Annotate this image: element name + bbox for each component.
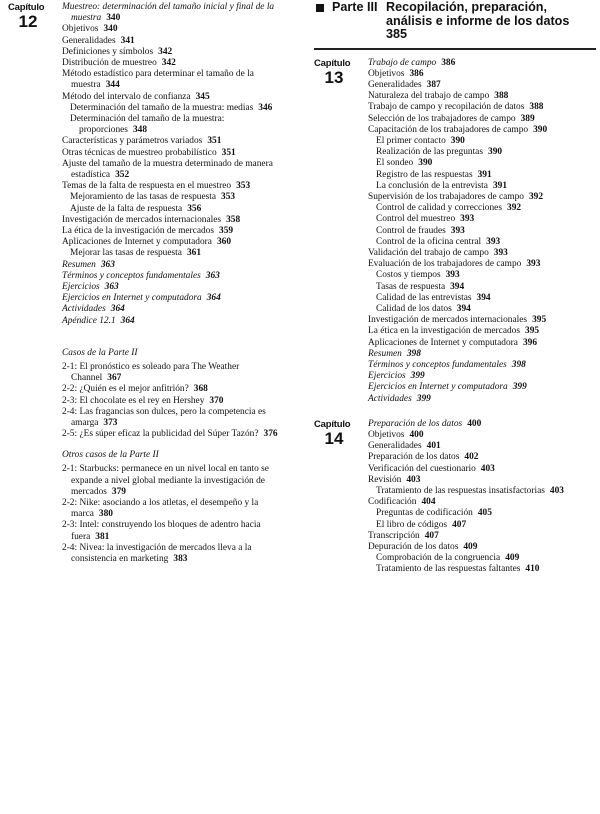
toc-entry	[70, 248, 290, 259]
page-number: 394	[450, 281, 465, 292]
cases-list	[62, 362, 290, 440]
chapter-13	[314, 58, 596, 405]
case-entry	[62, 429, 290, 440]
toc-entry-title: Tasas de respuesta	[376, 281, 446, 292]
toc-entry-title: Registro de las respuestas	[376, 169, 473, 180]
other-cases-heading: Otros casos de la Parte II	[62, 450, 159, 461]
page-number: 345	[195, 91, 210, 102]
right-column	[314, 0, 596, 576]
page-number: 368	[193, 384, 208, 395]
toc-entry	[368, 125, 596, 136]
part-label: Parte III	[332, 0, 378, 14]
case-entry	[62, 396, 290, 407]
page-number: 342	[161, 58, 176, 69]
toc-entry	[376, 304, 596, 315]
page-number: 390	[418, 158, 433, 169]
toc-entry	[70, 204, 290, 215]
page-number: 398	[511, 359, 526, 370]
toc-entry	[368, 338, 596, 349]
case-entry-title: 2-1: Starbucks: permanece en un nivel local en tanto se expande a nivel global mediante la investigación de mercados	[62, 464, 269, 497]
toc-entry	[62, 47, 290, 58]
toc-entry	[368, 542, 596, 553]
page-number: 361	[186, 248, 201, 259]
page-number: 359	[219, 226, 234, 237]
toc-entry	[62, 58, 290, 69]
toc-entry-title: Características y parámetros variados	[62, 136, 203, 147]
toc-entry	[376, 147, 596, 158]
toc-entry	[376, 520, 596, 531]
chapter-14-entries	[368, 419, 596, 576]
page-number: 394	[476, 292, 491, 303]
toc-entry	[368, 531, 596, 542]
toc-entry-title: Generalidades	[62, 35, 116, 46]
chapter-title-text: Preparación de los datos	[368, 418, 463, 429]
toc-entry-title: Términos y conceptos fundamentales	[62, 270, 201, 281]
chapter-title	[62, 2, 290, 24]
page-number: 340	[103, 24, 118, 35]
page-number: 386	[441, 57, 456, 68]
case-entry-title: 2-1: El pronóstico es soleado para The Weather Channel	[62, 361, 240, 384]
toc-entry	[368, 69, 596, 80]
toc-entry	[368, 430, 596, 441]
page-number: 340	[106, 13, 121, 24]
toc-entry-title: Aplicaciones de Internet y computadora	[368, 337, 518, 348]
page-number: 351	[207, 136, 222, 147]
toc-entry	[62, 148, 290, 159]
part-page: 385	[386, 27, 408, 41]
toc-entry	[376, 170, 596, 181]
case-entry	[62, 362, 290, 384]
chapter-word: Capítulo	[314, 418, 351, 430]
chapter-14	[314, 419, 596, 576]
chapter-12-heading	[8, 2, 60, 31]
page-number: 363	[205, 270, 220, 281]
page-number: 386	[409, 68, 424, 79]
chapter-title	[368, 419, 596, 430]
toc-entry	[62, 159, 290, 181]
chapter-12	[8, 2, 290, 327]
toc-entry	[376, 553, 596, 564]
toc-entry	[376, 237, 596, 248]
page-number: 410	[525, 564, 540, 575]
toc-entry-title: Generalidades	[368, 79, 422, 90]
toc-entry	[62, 316, 290, 327]
toc-entry	[368, 102, 596, 113]
toc-entry-title: Calidad de las entrevistas	[376, 292, 472, 303]
toc-entry	[376, 282, 596, 293]
page-number: 358	[226, 214, 241, 225]
chapter-title-text: Muestreo: determinación del tamaño inicial y final de la muestra	[62, 2, 275, 24]
toc-list	[62, 24, 290, 326]
toc-entry-title: Actividades	[368, 393, 412, 404]
toc-entry-title: Objetivos	[62, 24, 99, 35]
case-entry-title: 2-5: ¿Es súper eficaz la publicidad del Súper Tazón?	[62, 429, 259, 440]
toc-entry	[368, 248, 596, 259]
toc-entry-title: Control de la oficina central	[376, 236, 482, 247]
page-number: 367	[107, 373, 122, 384]
toc-entry-title: Ajuste de la falta de respuesta	[70, 203, 183, 214]
toc-entry-title: Preguntas de codificación	[376, 508, 473, 519]
toc-entry-title: Validación del trabajo de campo	[368, 247, 489, 258]
chapter-number: 14	[324, 428, 344, 448]
case-entry	[62, 498, 290, 520]
toc-entry-title: La ética de la investigación de mercados	[62, 226, 215, 237]
toc-entry	[62, 215, 290, 226]
toc-entry-title: Determinación del tamaño de la muestra: medias	[70, 102, 254, 113]
page-number: 353	[236, 181, 251, 192]
toc-entry	[62, 69, 290, 91]
toc-entry-title: Transcripción	[368, 530, 420, 541]
toc-entry-title: Mejoramiento de las tasas de respuesta	[70, 192, 217, 203]
page-number: 399	[410, 371, 425, 382]
toc-entry-title: Otras técnicas de muestreo probabilístico	[62, 147, 217, 158]
page-number: 394	[456, 303, 471, 314]
toc-entry	[70, 114, 290, 136]
toc-entry	[62, 181, 290, 192]
case-entry-title: 2-2: Nike: asociando a los atletas, el desempeño y la marca	[62, 497, 259, 520]
toc-entry	[376, 226, 596, 237]
page-number: 390	[533, 124, 548, 135]
toc-entry-title: Ejercicios en Internet y computadora	[62, 293, 202, 304]
toc-entry-title: Distribución de muestreo	[62, 58, 157, 69]
page-number: 370	[209, 395, 224, 406]
toc-entry	[376, 564, 596, 575]
page-number: 393	[445, 270, 460, 281]
toc-entry	[368, 315, 596, 326]
toc-entry	[62, 36, 290, 47]
page-number: 393	[450, 225, 465, 236]
toc-entry	[62, 226, 290, 237]
page-number: 380	[98, 509, 113, 520]
page-number: 395	[525, 326, 540, 337]
page-number: 356	[187, 203, 202, 214]
page-number: 398	[406, 348, 421, 359]
page-number: 402	[464, 452, 479, 463]
toc-entry-title: Depuración de los datos	[368, 542, 459, 553]
case-entry	[62, 464, 290, 498]
page-number: 360	[216, 237, 232, 248]
page-number: 409	[463, 542, 478, 553]
page-number: 403	[406, 474, 421, 485]
chapter-title-text: Trabajo de campo	[368, 57, 437, 68]
toc-entry-title: El primer contacto	[376, 135, 446, 146]
page-number: 407	[424, 530, 439, 541]
toc-entry-title: Verificación del cuestionario	[368, 463, 476, 474]
page-number: 344	[105, 80, 120, 91]
page-number: 391	[477, 169, 492, 180]
page-number: 403	[480, 463, 495, 474]
left-column	[8, 0, 290, 565]
chapter-13-entries	[368, 58, 596, 405]
toc-entry-title: Temas de la falta de respuesta en el muestreo	[62, 181, 232, 192]
toc-entry	[62, 304, 290, 315]
chapter-14-heading	[314, 419, 366, 448]
toc-entry-title: Aplicaciones de Internet y computadora	[62, 237, 212, 248]
toc-entry-title: Definiciones y símbolos	[62, 46, 154, 57]
page-number: 381	[95, 531, 110, 542]
toc-entry-title: Tratamiento de las respuestas faltantes	[376, 564, 521, 575]
page-number: 373	[103, 417, 118, 428]
other-cases-list	[62, 464, 290, 565]
page-number: 392	[528, 191, 544, 202]
toc-entry-title: Determinación del tamaño de la muestra: proporciones	[70, 114, 225, 136]
page-number: 400	[467, 418, 482, 429]
toc-entry	[62, 24, 290, 35]
toc-entry	[376, 203, 596, 214]
toc-entry	[62, 136, 290, 147]
page-number: 393	[486, 236, 501, 247]
chapter-13-heading	[314, 58, 366, 87]
toc-entry	[62, 260, 290, 271]
chapter-number: 12	[18, 12, 38, 31]
case-entry-title: 2-2: ¿Quién es el mejor anfitrión?	[62, 384, 189, 395]
chapter-12-entries	[62, 2, 290, 327]
page-number: 363	[100, 259, 115, 270]
page-number: 346	[258, 102, 273, 113]
page-number: 405	[477, 508, 492, 519]
toc-entry	[62, 237, 290, 248]
toc-entry	[368, 192, 596, 203]
divider	[314, 48, 596, 50]
toc-entry-title: Ejercicios	[62, 282, 100, 293]
page-number: 389	[520, 113, 535, 124]
toc-entry-title: Trabajo de campo y recopilación de datos	[368, 102, 525, 113]
toc-entry-title: Mejorar las tasas de respuesta	[70, 248, 182, 259]
toc-entry-title: Realización de las preguntas	[376, 147, 483, 158]
page-number: 353	[221, 192, 236, 203]
page-number: 388	[494, 91, 509, 102]
toc-entry	[368, 360, 596, 371]
toc-entry-title: Método del intervalo de confianza	[62, 91, 191, 102]
page-number: 391	[492, 180, 507, 191]
chapter-title	[368, 58, 596, 69]
toc-entry	[368, 464, 596, 475]
toc-entry-title: Tratamiento de las respuestas insatisfactorias	[376, 486, 545, 497]
toc-entry	[62, 271, 290, 282]
page-number: 390	[488, 147, 503, 158]
toc-entry-title: Objetivos	[368, 430, 405, 440]
toc-entry-title: El libro de códigos	[376, 519, 448, 530]
toc-entry-title: Investigación de mercados internacionales	[368, 315, 528, 326]
toc-entry	[376, 270, 596, 281]
toc-entry-title: Resumen	[368, 348, 402, 359]
case-entry	[62, 520, 290, 542]
part-title: Recopilación, preparación, análisis e informe de los datos	[386, 0, 570, 28]
toc-entry-title: Control de fraudes	[376, 225, 446, 236]
part-3-heading	[314, 1, 596, 42]
page-number: 364	[206, 293, 221, 304]
page-number: 376	[263, 429, 278, 440]
page-number: 407	[452, 519, 467, 530]
toc-entry	[368, 475, 596, 486]
toc-entry-title: Objetivos	[368, 68, 405, 79]
toc-entry	[368, 349, 596, 360]
case-entry-title: 2-4: Nivea: la investigación de mercados lleva a la consistencia en marketing	[62, 542, 252, 564]
page-number: 363	[104, 282, 119, 293]
page-number: 396	[522, 337, 538, 348]
page-number: 379	[111, 486, 126, 497]
part-2-cases	[62, 347, 290, 565]
toc-entry-title: Revisión	[368, 474, 402, 485]
cases-heading: Casos de la Parte II	[62, 347, 138, 358]
toc-entry-title: Supervisión de los trabajadores de campo	[368, 191, 524, 202]
toc-entry	[368, 497, 596, 508]
chapter-number: 13	[324, 67, 344, 87]
toc-entry	[368, 371, 596, 382]
toc-list	[368, 69, 596, 405]
toc-entry-title: Selección de los trabajadores de campo	[368, 113, 516, 124]
page-number: 393	[493, 247, 508, 258]
toc-entry-title: Ejercicios	[368, 371, 406, 382]
toc-entry	[368, 91, 596, 102]
toc-entry	[368, 114, 596, 125]
case-entry-title: 2-4: Las fragancias son dulces, pero la competencia es amarga	[62, 406, 266, 428]
toc-entry	[62, 92, 290, 103]
toc-entry-title: Costos y tiempos	[376, 270, 441, 281]
toc-entry-title: Investigación de mercados internacionales	[62, 214, 222, 225]
toc-entry	[70, 103, 290, 114]
page-number: 399	[512, 382, 527, 393]
toc-entry-title: Actividades	[62, 304, 106, 315]
toc-entry	[70, 192, 290, 203]
toc-entry-title: Términos y conceptos fundamentales	[368, 359, 507, 370]
case-entry-title: 2-3: El chocolate es el rey en Hershey	[62, 395, 205, 406]
toc-entry-title: La ética en la investigación de mercados	[368, 326, 521, 337]
page-number: 364	[120, 315, 135, 326]
toc-entry	[376, 293, 596, 304]
toc-entry-title: Evaluación de los trabajadores de campo	[368, 259, 522, 270]
toc-entry	[376, 158, 596, 169]
page-number: 393	[460, 214, 475, 225]
toc-entry-title: Generalidades	[368, 441, 422, 452]
toc-entry	[62, 293, 290, 304]
toc-entry-title: Naturaleza del trabajo de campo	[368, 91, 490, 102]
case-entry	[62, 407, 290, 429]
page-number: 388	[529, 102, 544, 113]
toc-entry	[376, 486, 596, 497]
page-number: 364	[110, 304, 125, 315]
toc-entry-title: Comprobación de la congruencia	[376, 553, 501, 564]
toc-entry-title: Apéndice 12.1	[62, 315, 116, 326]
page-number: 351	[221, 147, 236, 158]
page-number: 342	[158, 46, 173, 57]
toc-entry-title: Resumen	[62, 259, 96, 270]
page-number: 392	[507, 203, 522, 214]
toc-entry	[368, 382, 596, 393]
toc-entry-title: Preparación de los datos	[368, 452, 460, 463]
part-title-block	[386, 1, 596, 42]
bullet-square-icon	[316, 4, 324, 12]
page-number: 395	[532, 315, 547, 326]
page-number: 348	[132, 125, 148, 136]
toc-entry	[376, 136, 596, 147]
page-number: 387	[426, 79, 441, 90]
toc-entry-title: Calidad de los datos	[376, 303, 452, 314]
toc-entry	[368, 80, 596, 91]
toc-list	[368, 430, 596, 576]
toc-entry	[62, 282, 290, 293]
toc-entry	[376, 214, 596, 225]
case-entry	[62, 384, 290, 395]
case-entry	[62, 543, 290, 565]
toc-entry-title: El sondeo	[376, 158, 414, 169]
toc-entry	[368, 326, 596, 337]
page-number: 409	[505, 553, 520, 564]
page-number: 341	[120, 35, 135, 46]
toc-entry-title: Control de calidad y correcciones	[376, 203, 502, 214]
page-number: 404	[421, 497, 436, 508]
toc-entry	[368, 394, 596, 405]
toc-entry-title: Codificación	[368, 497, 417, 508]
toc-entry-title: Método estadístico para determinar el tamaño de la muestra	[62, 69, 254, 91]
toc-entry	[368, 259, 596, 270]
page-number: 400	[409, 430, 424, 440]
page-number: 383	[173, 553, 188, 564]
chapter-word: Capítulo	[8, 2, 45, 13]
toc-entry	[368, 452, 596, 463]
page-number: 403	[549, 486, 564, 497]
toc-entry	[368, 441, 596, 452]
toc-entry-title: Ejercicios en Internet y computadora	[368, 382, 508, 393]
page-number: 390	[450, 135, 465, 146]
page-number: 352	[115, 170, 130, 181]
page-number: 399	[416, 393, 431, 404]
case-entry-title: 2-3: Intel: construyendo los bloques de adentro hacia fuera	[62, 520, 261, 542]
chapter-word: Capítulo	[314, 57, 351, 69]
page-number: 393	[526, 259, 541, 270]
toc-entry-title: Ajuste del tamaño de la muestra determinado de manera estadística	[62, 158, 273, 181]
page-number: 401	[426, 441, 441, 452]
toc-entry-title: Control del muestreo	[376, 214, 456, 225]
toc-entry	[376, 508, 596, 519]
toc-entry-title: Capacitación de los trabajadores de campo	[368, 124, 529, 135]
toc-entry-title: La conclusión de la entrevista	[376, 180, 488, 191]
toc-entry	[376, 181, 596, 192]
